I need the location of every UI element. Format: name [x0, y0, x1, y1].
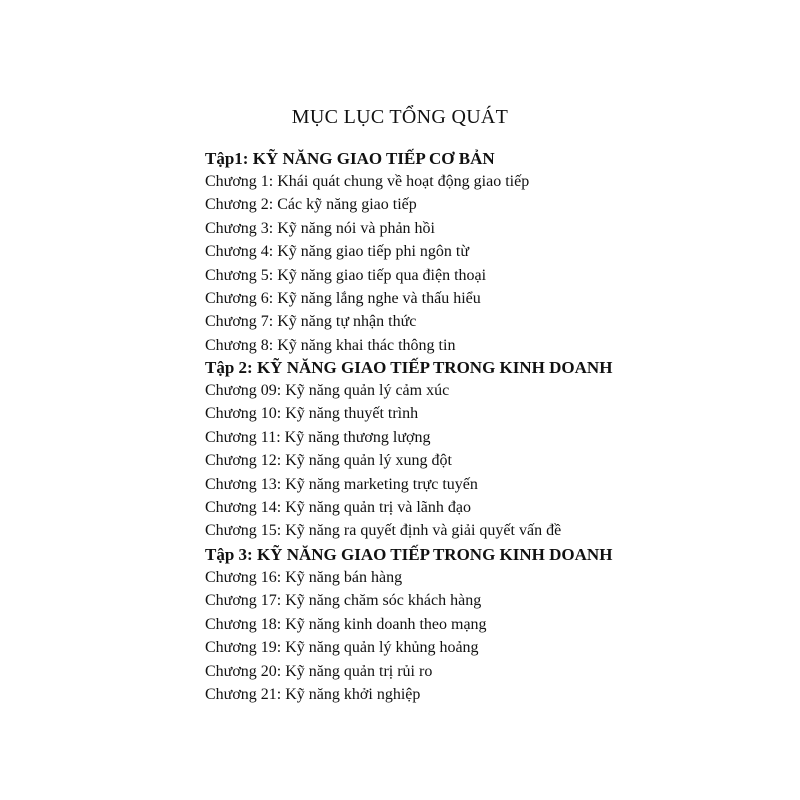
chapter-entry: [205, 519, 785, 542]
chapter-number: Chương 10:: [205, 405, 282, 423]
chapter-number: Chương 20:: [205, 662, 282, 680]
chapter-entry: [205, 683, 785, 706]
chapter-title: Kỹ năng giao tiếp phi ngôn từ: [277, 243, 470, 261]
chapter-number: Chương 13:: [205, 475, 282, 493]
chapter-entry: [205, 449, 785, 472]
chapter-number: Chương 12:: [205, 452, 282, 470]
chapter-number: Chương 7:: [205, 313, 274, 331]
chapter-title: Kỹ năng quản trị và lãnh đạo: [285, 498, 471, 516]
chapter-number: Chương 19:: [205, 639, 282, 657]
chapter-title: Kỹ năng bán hàng: [285, 569, 403, 586]
chapter-list: [205, 170, 785, 357]
chapter-title: Các kỹ năng giao tiếp: [277, 196, 417, 214]
chapter-entry: [205, 310, 785, 333]
chapter-title: Kỹ năng khai thác thông tin: [277, 336, 456, 354]
chapter-entry: [205, 613, 785, 636]
chapter-number: Chương 14:: [205, 498, 282, 516]
chapter-entry: [205, 636, 785, 659]
chapter-number: Chương 6:: [205, 289, 274, 307]
chapter-number: Chương 3:: [205, 219, 274, 237]
chapter-entry: [205, 264, 785, 287]
chapter-entry: [205, 589, 785, 612]
chapter-title: Kỹ năng marketing trực tuyến: [285, 475, 478, 493]
chapter-entry: [205, 170, 785, 193]
chapter-list: [205, 566, 785, 706]
chapter-entry: [205, 660, 785, 683]
chapter-title: Kỹ năng quản lý xung đột: [285, 452, 452, 470]
chapter-entry: [205, 473, 785, 496]
chapter-title: Kỹ năng quản trị rủi ro: [285, 662, 433, 680]
chapter-entry: [205, 240, 785, 263]
chapter-entry: [205, 287, 785, 310]
volume-section: [205, 356, 785, 543]
chapter-title: Khái quát chung về hoạt động giao tiếp: [277, 173, 530, 190]
chapter-number: Chương 8:: [205, 336, 274, 354]
chapter-number: Chương 16:: [205, 569, 282, 586]
chapter-number: Chương 5:: [205, 266, 274, 284]
chapter-title: Kỹ năng tự nhận thức: [277, 313, 417, 331]
chapter-title: Kỹ năng quản lý cảm xúc: [285, 382, 450, 399]
chapter-title: Kỹ năng nói và phản hồi: [277, 219, 435, 237]
chapter-number: Chương 21:: [205, 685, 282, 703]
chapter-number: Chương 11:: [205, 428, 281, 446]
chapter-number: Chương 15:: [205, 522, 282, 540]
chapter-entry: [205, 334, 785, 357]
chapter-entry: [205, 193, 785, 216]
chapter-number: Chương 17:: [205, 592, 282, 610]
chapter-number: Chương 18:: [205, 615, 282, 633]
volume-section: [205, 543, 785, 706]
chapter-title: Kỹ năng lắng nghe và thấu hiểu: [277, 289, 481, 307]
section-heading: Tập 2: KỸ NĂNG GIAO TIẾP TRONG KINH DOANH: [205, 358, 613, 377]
chapter-list: [205, 379, 785, 543]
chapter-entry: [205, 402, 785, 425]
chapter-title: Kỹ năng khởi nghiệp: [285, 685, 421, 703]
page-title: MỤC LỤC TỔNG QUÁT: [291, 106, 509, 128]
chapter-entry: [205, 379, 785, 402]
chapter-title: Kỹ năng ra quyết định và giải quyết vấn đề: [285, 522, 562, 540]
chapter-title: Kỹ năng thương lượng: [284, 428, 431, 446]
volume-section: [205, 147, 785, 357]
chapter-entry: [205, 426, 785, 449]
chapter-number: Chương 2:: [205, 196, 274, 214]
chapter-entry: [205, 217, 785, 240]
chapter-number: Chương 09:: [205, 382, 282, 399]
section-heading: Tập 3: KỸ NĂNG GIAO TIẾP TRONG KINH DOANH: [205, 545, 613, 564]
section-heading: Tập1: KỸ NĂNG GIAO TIẾP CƠ BẢN: [205, 149, 495, 168]
chapter-number: Chương 4:: [205, 243, 274, 261]
chapter-title: Kỹ năng thuyết trình: [285, 405, 419, 423]
chapter-entry: [205, 496, 785, 519]
chapter-title: Kỹ năng kinh doanh theo mạng: [285, 615, 487, 633]
chapter-entry: [205, 566, 785, 589]
chapter-title: Kỹ năng giao tiếp qua điện thoại: [277, 266, 487, 284]
chapter-title: Kỹ năng chăm sóc khách hàng: [285, 592, 482, 610]
chapter-title: Kỹ năng quản lý khủng hoảng: [285, 639, 479, 657]
chapter-number: Chương 1:: [205, 173, 274, 190]
